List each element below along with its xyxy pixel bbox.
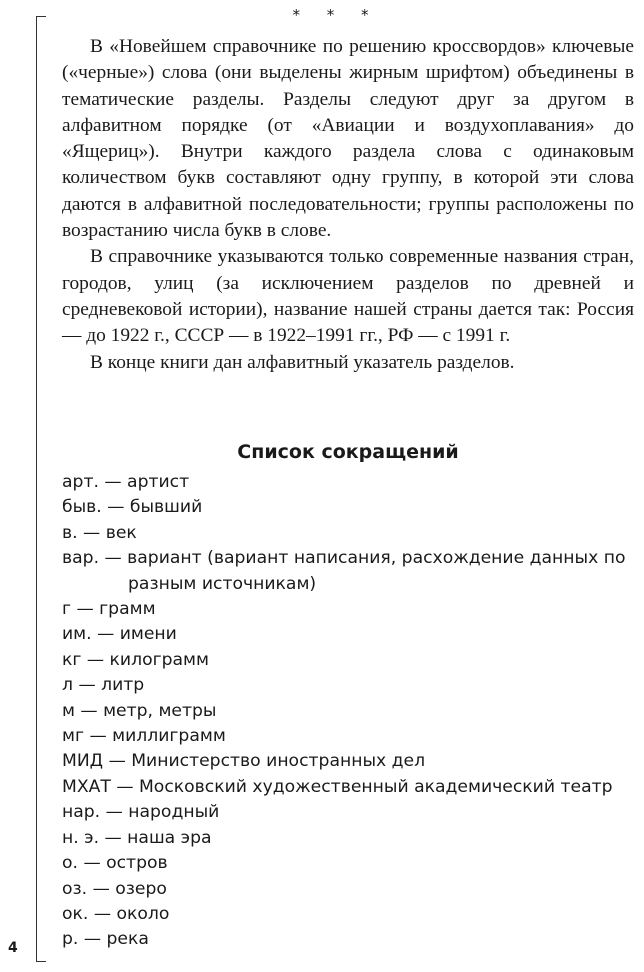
abbreviation-item: оз. — озеро xyxy=(62,878,167,899)
margin-bracket-line xyxy=(36,16,37,962)
section-separator: * * * xyxy=(292,6,380,24)
abbreviation-item: ок. — около xyxy=(62,903,170,924)
abbreviation-item: им. — имени xyxy=(62,624,177,645)
abbreviation-item: г — грамм xyxy=(62,599,156,620)
abbreviation-item: р. — река xyxy=(62,929,149,950)
abbreviation-item: МХАТ — Московский художественный академический театр xyxy=(62,776,613,797)
abbreviation-item: н. э. — наша эра xyxy=(62,827,212,848)
abbreviation-item: арт. — артист xyxy=(62,472,190,492)
intro-text xyxy=(62,34,634,376)
intro-paragraph: В «Новейшем справочнике по решению кроссвордов» ключевые («черные») слова (они выделены жирным шрифтом) объединены в тематические разделы. Разделы следуют друг за другом в алфавитном порядке (от «Авиации и воздухоплавания» до «Ящериц»). Внутри каждого раздела слова с одинаковым количеством букв составляют одну группу, в которой эти слова даются в алфавитной последовательности; группы расположены по возрастанию числа букв в слове. xyxy=(62,36,634,242)
abbreviation-item: кг — килограмм xyxy=(62,649,209,670)
margin-bracket-bottom xyxy=(36,961,46,962)
abbreviation-item: л — литр xyxy=(62,675,145,696)
abbreviation-item: о. — остров xyxy=(62,853,168,874)
abbreviations-list xyxy=(62,470,634,953)
intro-paragraph: В справочнике указываются только современные названия стран, городов, улиц (за исключением разделов по древней и средневековой истории), название нашей страны дается так: Россия — до 1922 г., СССР — в 1922–1991 гг., РФ — с 1991 г. xyxy=(62,246,634,347)
abbreviation-item: вар. — вариант (вариант написания, расхождение данных по разным источникам) xyxy=(62,548,626,594)
abbreviation-item: МИД — Министерство иностранных дел xyxy=(62,751,426,772)
abbreviation-item: в. — век xyxy=(62,522,137,543)
abbreviation-item: нар. — народный xyxy=(62,802,220,823)
abbreviations-title: Список сокращений xyxy=(237,441,459,463)
page-number: 4 xyxy=(8,940,18,956)
abbreviation-item: мг — миллиграмм xyxy=(62,726,226,747)
intro-paragraph: В конце книги дан алфавитный указатель разделов. xyxy=(90,351,515,373)
abbreviation-item: м — метр, метры xyxy=(62,700,217,721)
abbreviation-item: быв. — бывший xyxy=(62,497,203,518)
